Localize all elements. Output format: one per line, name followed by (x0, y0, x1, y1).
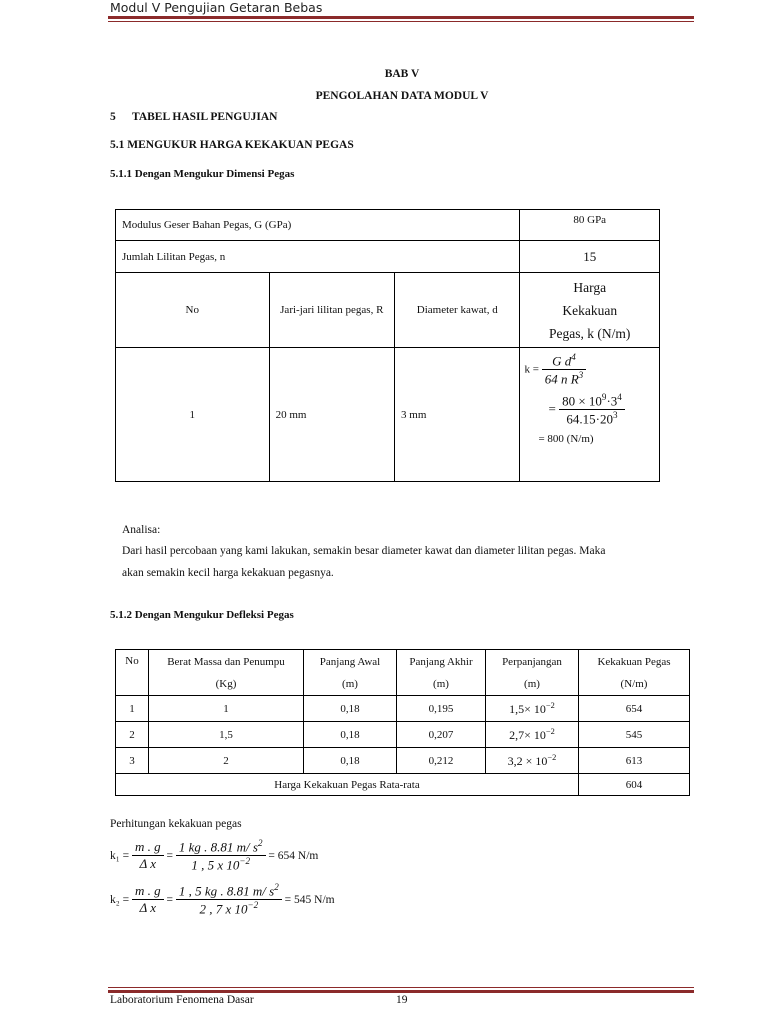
formula-denominator: 64 n R (544, 371, 579, 387)
section-title: TABEL HASIL PENGUJIAN (132, 111, 278, 123)
average-value: 604 (579, 774, 690, 796)
table-cell: 15 (520, 241, 660, 273)
chapter-title: PENGOLAHAN DATA MODUL V (315, 90, 489, 102)
table-cell: 2 (149, 748, 304, 774)
table-cell: 3 (116, 748, 149, 774)
table-header (579, 650, 690, 696)
formula-numerator: G d (552, 353, 572, 369)
formula-exponent: 3 (578, 370, 584, 381)
subsubsection-title: 5.1.2 Dengan Mengukur Defleksi Pegas (110, 609, 294, 621)
header-text: Perpanjangan (502, 655, 562, 668)
table-cell: 0,18 (304, 748, 397, 774)
page-number: 19 (396, 994, 408, 1006)
table-cell (486, 696, 579, 722)
header-text: No (125, 655, 139, 667)
k-header-line: Kekakuan (562, 302, 618, 318)
formula-fraction (559, 392, 625, 428)
calc-denominator: Δ x (139, 900, 157, 916)
header-unit: (N/m) (620, 677, 648, 690)
table-cell: 3 mm (395, 348, 520, 482)
formula-denominator: 64.15·20 (566, 411, 613, 427)
header-text: Panjang Akhir (409, 655, 473, 668)
header-rule (108, 16, 694, 19)
table-header (397, 650, 486, 696)
header-rule-thin (108, 21, 694, 22)
formula-cell (520, 348, 660, 482)
formula-exponent: 4 (617, 391, 622, 402)
table-header: Diameter kawat, d (395, 273, 520, 348)
cell-exponent: −2 (545, 700, 555, 710)
table-cell: Jumlah Lilitan Pegas, n (116, 241, 520, 273)
cell-value: 2,7× 10 (509, 727, 546, 742)
calc-fraction (176, 882, 282, 918)
formula-fraction (542, 352, 587, 388)
subsection-title: 5.1 MENGUKUR HARGA KEKAKUAN PEGAS (110, 139, 354, 151)
calc-exponent: −2 (247, 900, 259, 911)
table-cell: 545 (579, 722, 690, 748)
formula-numerator: ·3 (606, 392, 618, 408)
calc-numerator: 1 , 5 kg . 8.81 m/ s (178, 883, 275, 899)
calc-fraction (132, 839, 164, 872)
analisa-text-line: Dari hasil percobaan yang kami lakukan, semakin besar diameter kawat dan diameter lilitan pegas. Maka (122, 545, 606, 557)
analisa-label: Analisa: (122, 524, 161, 536)
table-cell: Modulus Geser Bahan Pegas, G (GPa) (116, 210, 520, 241)
table-header: Jari-jari lilitan pegas, R (269, 273, 394, 348)
cell-value: 1,5× 10 (509, 701, 546, 716)
header-text: Kekakuan Pegas (597, 655, 671, 668)
calc-title: Perhitungan kekakuan pegas (110, 818, 242, 830)
k-header-line: Harga (573, 279, 607, 295)
calc-equals: = (166, 893, 174, 906)
table-cell: 654 (579, 696, 690, 722)
table-cell: 1,5 (149, 722, 304, 748)
formula-exponent: 4 (571, 352, 576, 362)
table-cell: 1 (116, 348, 270, 482)
formula-result: = 800 (N/m) (538, 433, 594, 446)
calc-fraction (176, 838, 266, 874)
table-header (149, 650, 304, 696)
calc-exponent: −2 (239, 856, 251, 867)
calc-numerator: m . g (132, 883, 164, 900)
calc-result: = 654 N/m (268, 849, 319, 862)
table-header (520, 273, 660, 348)
header-text: Berat Massa dan Penumpu (167, 655, 285, 668)
table-row (116, 696, 690, 722)
calc-exponent: 2 (257, 838, 263, 848)
cell-exponent: −2 (547, 752, 557, 762)
table-cell: 80 GPa (520, 210, 660, 241)
calc-k2 (110, 882, 335, 918)
calc-fraction (132, 883, 164, 916)
calc-exponent: 2 (274, 882, 279, 892)
header-title: Modul V Pengujian Getaran Bebas (110, 0, 323, 15)
calc-label: k₁ = (110, 849, 130, 862)
table-cell: 0,212 (397, 748, 486, 774)
calc-numerator: 1 kg . 8.81 m/ s (178, 839, 258, 855)
table-cell (486, 748, 579, 774)
formula-exponent: 9 (601, 391, 607, 402)
footer-rule-thin (108, 987, 694, 988)
calc-result: = 545 N/m (284, 893, 335, 906)
table-cell: 613 (579, 748, 690, 774)
table-row (116, 722, 690, 748)
calc-label: k₂ = (110, 893, 130, 906)
table-cell: 0,18 (304, 696, 397, 722)
formula-exponent: 3 (612, 409, 618, 420)
formula-equals: = (548, 400, 556, 416)
table-cell (486, 722, 579, 748)
calc-numerator: m . g (132, 839, 164, 856)
table-cell: 0,18 (304, 722, 397, 748)
table-header: No (116, 273, 270, 348)
chapter-label: BAB V (384, 68, 420, 80)
calc-denominator: Δ x (139, 856, 157, 872)
header-unit: (m) (342, 677, 358, 690)
subsubsection-title: 5.1.1 Dengan Mengukur Dimensi Pegas (110, 168, 295, 180)
calc-denominator: 2 , 7 x 10 (199, 901, 248, 917)
cell-value: 3,2 × 10 (507, 753, 548, 768)
calc-equals: = (166, 849, 174, 862)
footer-lab: Laboratorium Fenomena Dasar (110, 994, 254, 1006)
header-unit: (Kg) (215, 677, 237, 690)
section-number: 5 (110, 111, 116, 123)
header-text: Panjang Awal (319, 655, 381, 668)
table-header (304, 650, 397, 696)
calc-k1 (110, 838, 318, 874)
table-cell: 2 (116, 722, 149, 748)
k-header-line: Pegas, k (N/m) (549, 325, 631, 341)
spring-dimension-table (115, 209, 660, 482)
formula-numerator: 80 × 10 (562, 392, 602, 408)
table-cell: 0,207 (397, 722, 486, 748)
table-cell: 1 (149, 696, 304, 722)
table-header (116, 650, 149, 696)
table-cell: 20 mm (269, 348, 394, 482)
cell-exponent: −2 (545, 726, 555, 736)
table-cell: 0,195 (397, 696, 486, 722)
table-row-average (116, 774, 690, 796)
formula-label: k = (524, 363, 539, 376)
deflection-table (115, 649, 690, 796)
footer-rule (108, 990, 694, 993)
analisa-text-line: akan semakin kecil harga kekakuan pegasnya. (122, 567, 334, 579)
table-cell: 1 (116, 696, 149, 722)
calc-denominator: 1 , 5 x 10 (191, 857, 240, 873)
average-label: Harga Kekakuan Pegas Rata-rata (116, 774, 579, 796)
header-unit: (m) (524, 677, 540, 690)
table-header (486, 650, 579, 696)
header-unit: (m) (433, 677, 449, 690)
table-row (116, 748, 690, 774)
